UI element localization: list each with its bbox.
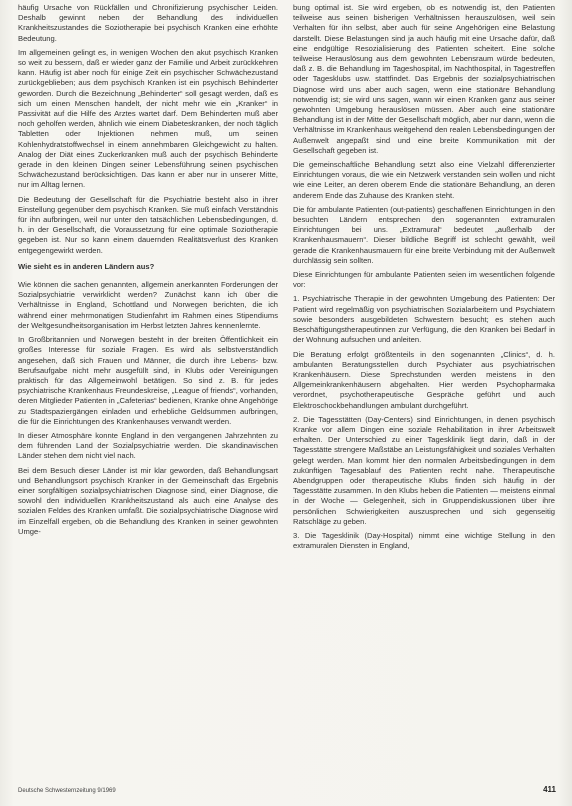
paragraph: In dieser Atmosphäre konnte England in den vergangenen Jahrzehnten zu dem führenden Land der Sozialpsychiatrie werden. Die skandinavischen Länder stehen dem nicht viel nach. xyxy=(18,430,278,461)
paragraph: Die für ambulante Patienten (out-patients) geschaffenen Einrichtungen in den besuchten Ländern entsprechen den sogenannten extramuralen Einrichtungen bei uns. „Extramural“ bedeutet „außerhalb der Krankenhausmauern“. Dieser bildliche Begriff ist schlecht gewählt, weil gerade die Krankenhausmauern für eine breite Verbindung mit der Außenwelt durchlässig sein sollten. xyxy=(293,204,555,265)
paragraph: häufig Ursache von Rückfällen und Chronifizierung psychischer Leiden. Deshalb gewinnt neben der Behandlung des individuellen Krankheitszustandes die Soziotherapie bei psychisch Kranken eine erhöhte Bedeutung. xyxy=(18,3,278,43)
right-column xyxy=(293,3,555,555)
paragraph: Die Bedeutung der Gesellschaft für die Psychiatrie besteht also in ihrer Einstellung gegenüber dem psychisch Kranken. Sie muß einfach Verständnis für ihn aufbringen, weil nur unter den tatsächlichen Lebensbedingungen, d. h. in der Gesellschaft, die Voraussetzung für eine optimale Soziotherapie gegeben ist. Nur so kann einem dauernden Realitätsverlust des Kranken entgegengewirkt werden. xyxy=(18,194,278,255)
left-column xyxy=(18,3,278,541)
paragraph: Diese Einrichtungen für ambulante Patienten seien im wesentlichen folgende vor: xyxy=(293,270,555,290)
paragraph: Die Beratung erfolgt größtenteils in den sogenannten „Clinics“, d. h. ambulanten Beratungsstellen durch Psychiater aus psychiatrischen Krankenhäusern. Diese Sprechstunden werden meistens in den Allgemeinkrankenhäusern abgehalten. Hier werden Psychopharmaka verordnet, psychotherapeutische Gespräche geführt und auch Elektroschockbehandlungen ambulant durchgeführt. xyxy=(293,349,555,410)
paragraph: Die gemeinschaftliche Behandlung setzt also eine Vielzahl differenzierter Einrichtungen voraus, die wie ein Netzwerk verstanden sein wollen und nicht wie eine Leiter, an deren oberem Ende die stationäre Behandlung, an deren anderem Ende das Zuhause des Kranken steht. xyxy=(293,160,555,200)
journal-footer: Deutsche Schwesternzeitung 9/1969 xyxy=(18,788,116,794)
page-number: 411 xyxy=(543,785,556,794)
paragraph: In Großbritannien und Norwegen besteht in der breiten Öffentlichkeit ein großes Interesse für soziale Fragen. Es wird als selbstverständlich angesehen, daß sich Frauen und Männer, die durch ihre Lebens- bzw. Berufsaufgabe nicht mehr ausgefüllt sind, in Klubs oder Vereinigungen praktisch für das Allgemeinwohl betätigen. So sind z. B. für jedes psychiatrische Krankenhaus Freundeskreise, „League of friends“, vorhanden, deren Mitglieder Patienten in „Cafeterias“ bedienen, Kranke ohne Angehörige zu Stadtspaziergängen einladen und erhebliche Geldsummen aufbringen, die für die Einrichtungen des Krankenhauses verwandt werden. xyxy=(18,335,278,426)
paragraph: bung optimal ist. Sie wird ergeben, ob es notwendig ist, den Patienten teilweise aus seinen bisherigen Verhältnissen herauszulösen, weil sein Verhalten für ihn selbst, aber auch für seine Angehörigen eine Belastung darstellt. Diese Belastungen sind ja auch häufig mit eine Ursache dafür, daß eine endgültige Resozialisierung des Patienten scheitert. Eine solche teilweise Herauslösung aus dem gewohnten Lebensraum würde bedeuten, daß z. B. die Behandlung im Tageshospital, im Nachthospital, in Tagestreffen oder Tagesklubs usw. stattfindet. Das Ergebnis der sozialpsychiatrischen Diagnose wird uns aber auch sagen, wenn eine stationäre Behandlung notwendig ist; sie wird uns sagen, wann wir einen Kranken ganz aus seiner gewohnten Umgebung herauslösen müssen. Aber auch eine stationäre Behandlung ist in der Mitte der Gesellschaft möglich, aber nur dann, wenn die Verhältnisse im Krankenhaus weitgehend den realen Lebensbedingungen der Außenwelt angepaßt sind und eine breite Kommunikation mit der Gesellschaft gegeben ist. xyxy=(293,3,555,155)
paragraph: Wie können die sachen genannten, allgemein anerkannten Forderungen der Sozialpsychiatrie verwirklicht werden? Zunächst kann ich über die Verhältnisse in England, Schottland und Norwegen berichten, die ich während einer mehrmonatigen Studienfahrt im Rahmen eines Stipendiums der Weltgesundheitsorganisation im Herbst letzten Jahres kennenlernte. xyxy=(18,280,278,330)
paragraph: 2. Die Tagesstätten (Day-Centers) sind Einrichtungen, in denen psychisch Kranke vor allem Dingen eine soziale Rehabilitation in ihrer Arbeitswelt erhalten. Der Unterschied zu einer Tagesklinik liegt darin, daß in der Tagesstätte strengere Maßstäbe an Leistungsfähigkeit und soziales Verhalten gelegt werden. Man kommt hier den normalen Arbeitsbedingungen in dem zukünftigen Tagesablauf des Patienten recht nahe. Therapeutische Abendgruppen oder therapeutische Klubs finden sich häufig in der Tagesstätte zusammen. In den Klubs heben die Patienten — meistens einmal in der Woche — Gelegenheit, sich in Gruppendiskussionen über ihre persönlichen Schwierigkeiten auszusprechen und sich gegenseitig Ratschläge zu geben. xyxy=(293,414,555,526)
paragraph: Bei dem Besuch dieser Länder ist mir klar geworden, daß Behandlungsart und Behandlungsort psychisch Kranker in der Gemeinschaft das Ergebnis einer sorgfältigen sozialpsychiatrischen Diagnose sind, einer Diagnose, die sowohl den individuellen Krankheitszustand als auch eine Analyse des sozialen Feldes des Kranken umfaßt. Die sozialpsychiatrische Diagnose wird im Einzelfall ergeben, ob die Behandlung des Kranken in seiner gewohnten Umge- xyxy=(18,465,278,536)
section-heading: Wie sieht es in anderen Ländern aus? xyxy=(18,261,155,271)
paragraph: 3. Die Tagesklinik (Day-Hospital) nimmt eine wichtige Stellung in den extramuralen Diensten in England, xyxy=(293,530,555,551)
paragraph: 1. Psychiatrische Therapie in der gewohnten Umgebung des Patienten: Der Patient wird regelmäßig von psychiatrischen Sozialarbeitern und Psychiatern sowie besonders ausgebildeten Schwestern besucht; es stehen auch Beschäftigungstherapeutinnen zur Verfügung, die den Kranken bei Bedarf in der Wohnung aufsuchen und anleiten. xyxy=(293,294,555,345)
paragraph: Im allgemeinen gelingt es, in wenigen Wochen den akut psychisch Kranken so weit zu bessern, daß er wieder ganz der Familie und Arbeit zurückkehren kann. Häufig ist aber noch für einige Zeit ein psychischer Schwächezustand zurückgeblieben; aus dem psychisch Kranken ist ein psychisch Behinderter geworden. Durch die Bezeichnung „Behinderter“ soll gesagt werden, daß es sich um einen Menschen handelt, der nicht mehr wie ein „Kranker“ in Passivität auf die Hilfe des Arztes wartet darf. Dem Behinderten muß aber noch geholfen werden, ähnlich wie einem Diabeteskranken, der noch täglich Tabletten oder Injektionen nehmen muß, um seinen Kohlenhydratstoffwechsel in einem annehmbaren Gleichgewicht zu halten. Analog der Diät eines Zuckerkranken muß auch der psychisch Behinderte gerade in den kleinen Dingen seiner Lebensführung seinen psychischen Schwächezustand berücksichtigen. Das kann er aber nur in unserer Mitte, nur im Alltag lernen. xyxy=(18,47,278,190)
